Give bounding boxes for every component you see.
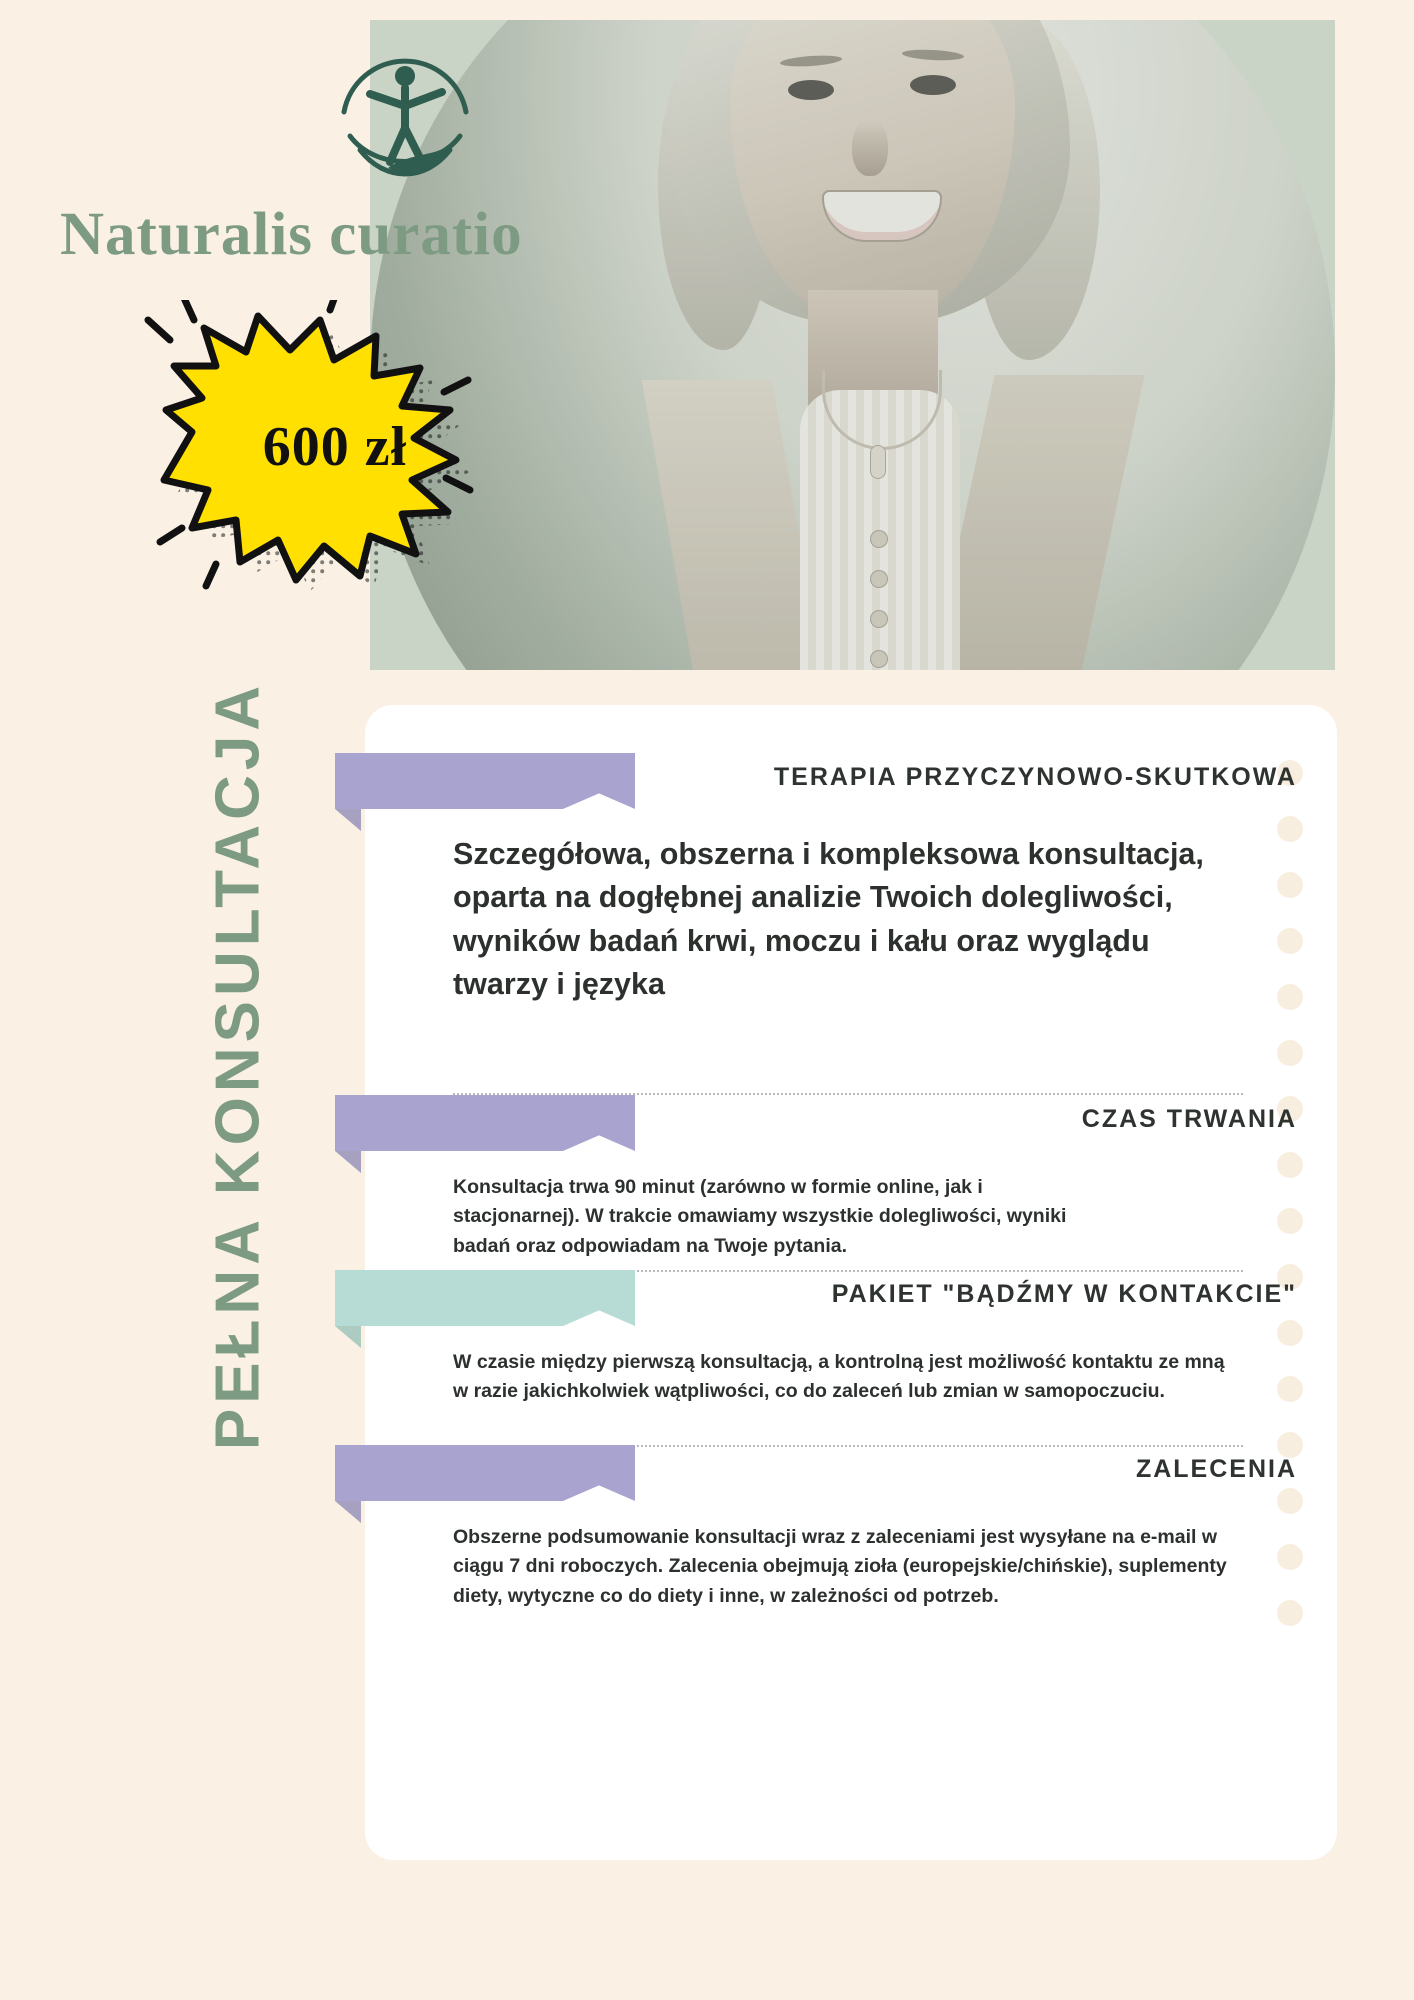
rail-dot [1277,984,1303,1010]
rail-dot [1277,1600,1303,1626]
rail-dot [1277,1320,1303,1346]
dot-rail [1277,760,1303,1626]
section-text: Konsultacja trwa 90 minut (zarówno w formie online, jak i stacjonarnej). W trakcie omawiamy wszystkie dolegliwości, wyniki badań oraz odpowiadam na Twoje pytania. [453,1176,1067,1257]
section-title: ZALECENIA [1135,1455,1297,1483]
rail-dot [1277,1376,1303,1402]
person-leaf-circle-icon [330,50,480,205]
rail-dot [1277,872,1303,898]
rail-dot [1277,928,1303,954]
brand-logo [60,40,720,268]
rail-dot [1277,1208,1303,1234]
section-text: Obszerne podsumowanie konsultacji wraz z zaleceniami jest wysyłane na e-mail w ciągu 7 dni roboczych. Zalecenia obejmują zioła (europejskie/chińskie), suplementy diety, wytyczne co do diety i inne, w zależności od potrzeb. [453,1526,1227,1607]
price-amount: 600 zł [262,416,408,478]
rail-dot [1277,1488,1303,1514]
rail-dot [1277,816,1303,842]
rail-dot [1277,1544,1303,1570]
brand-name: Naturalis curatio [60,201,523,268]
section-text: Szczegółowa, obszerna i kompleksowa konsultacja, oparta na dogłębnej analizie Twoich dolegliwości, wyników badań krwi, moczu i kału oraz wyglądu twarzy i języka [453,837,1204,1001]
rail-dot [1277,1152,1303,1178]
rail-dot [1277,1040,1303,1066]
section-title: CZAS TRWANIA [1081,1105,1297,1133]
section-title: PAKIET "BĄDŹMY W KONTAKCIE" [831,1280,1297,1308]
page-title: PEŁNA KONSULTACJA [203,680,273,1451]
section-text: W czasie między pierwszą konsultacją, a kontrolną jest możliwość kontaktu ze mną w razie jakichkolwiek wątpliwości, co do zaleceń lub zmian w samopoczuciu. [453,1351,1225,1403]
section-title: TERAPIA PRZYCZYNOWO-SKUTKOWA [773,763,1297,791]
content-card [365,705,1337,1860]
